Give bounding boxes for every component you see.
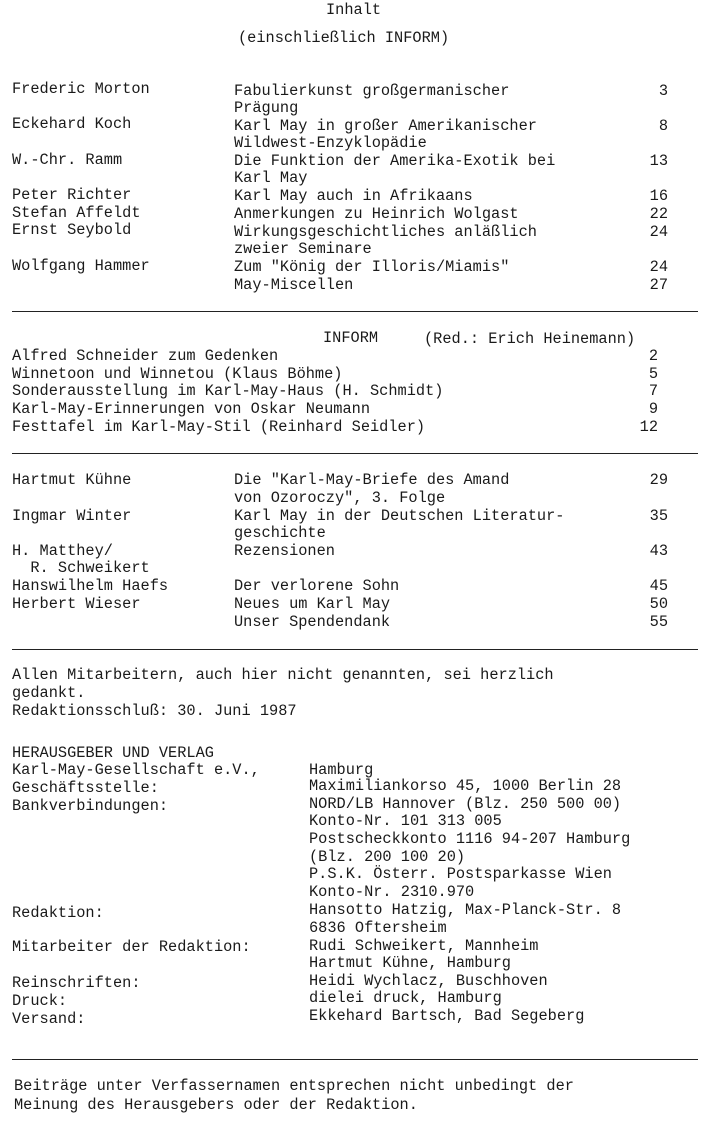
inform-page: 5 <box>648 365 658 383</box>
inform-page: 2 <box>648 347 658 365</box>
entry-author: W.-Chr. Ramm <box>12 151 123 169</box>
entry-page: 16 <box>649 187 668 205</box>
imprint-label: Bankverbindungen: <box>12 797 169 815</box>
entry-page: 43 <box>649 542 668 560</box>
imprint-label: Karl-May-Gesellschaft e.V., <box>12 761 260 779</box>
divider <box>12 311 698 312</box>
imprint-value: (Blz. 200 100 20) <box>309 848 466 866</box>
entry-page: 22 <box>649 205 668 223</box>
entry-author: Hartmut Kühne <box>12 471 132 489</box>
imprint-label: Geschäftsstelle: <box>12 779 159 797</box>
divider <box>12 453 698 454</box>
inform-item: Winnetoon und Winnetou (Klaus Böhme) <box>12 365 343 383</box>
inform-page: 9 <box>648 400 658 418</box>
inform-page: 7 <box>648 382 658 400</box>
entry-page: 29 <box>649 471 668 489</box>
page-subtitle: (einschließlich INFORM) <box>238 29 450 47</box>
thanks-line: Allen Mitarbeitern, auch hier nicht genannten, sei herzlich <box>12 666 554 684</box>
entry-title-line: Fabulierkunst großgermanischer <box>234 82 510 100</box>
imprint-value: Hartmut Kühne, Hamburg <box>309 954 511 972</box>
entry-title-line: geschichte <box>234 524 326 542</box>
entry-title-line: von Ozoroczy", 3. Folge <box>234 489 446 507</box>
deadline-line: Redaktionsschluß: 30. Juni 1987 <box>12 702 297 720</box>
inform-item: Alfred Schneider zum Gedenken <box>12 347 279 365</box>
inform-item: Festtafel im Karl-May-Stil (Reinhard Seidler) <box>12 418 426 436</box>
entry-page: 55 <box>649 613 668 631</box>
entry-page: 24 <box>649 258 668 276</box>
inform-item: Sonderausstellung im Karl-May-Haus (H. Schmidt) <box>12 382 444 400</box>
entry-title-line: Karl May auch in Afrikaans <box>234 187 473 205</box>
entry-author: Wolfgang Hammer <box>12 257 150 275</box>
thanks-line: gedankt. <box>12 684 86 702</box>
inform-editor: (Red.: Erich Heinemann) <box>424 330 636 348</box>
imprint-value: dielei druck, Hamburg <box>309 989 502 1007</box>
inform-heading: INFORM <box>323 329 379 347</box>
inform-page: 12 <box>639 418 658 436</box>
imprint-value: Konto-Nr. 101 313 005 <box>309 812 502 830</box>
inform-item: Karl-May-Erinnerungen von Oskar Neumann <box>12 400 371 418</box>
imprint-value: P.S.K. Österr. Postsparkasse Wien <box>309 865 612 883</box>
entry-page: 8 <box>658 117 668 135</box>
entry-title-line: Karl May <box>234 169 308 187</box>
imprint-value: Rudi Schweikert, Mannheim <box>309 937 539 955</box>
entry-title-line: Unser Spendendank <box>234 613 391 631</box>
imprint-value: Postscheckkonto 1116 94-207 Hamburg <box>309 830 631 848</box>
entry-title-line: zweier Seminare <box>234 240 372 258</box>
imprint-value: 6836 Oftersheim <box>309 919 447 937</box>
entry-author: Eckehard Koch <box>12 115 132 133</box>
divider <box>12 649 698 650</box>
entry-author: Hanswilhelm Haefs <box>12 577 169 595</box>
entry-author: Ernst Seybold <box>12 221 132 239</box>
disclaimer-line: Meinung des Herausgebers oder der Redaktion. <box>14 1096 418 1114</box>
entry-title-line: Karl May in der Deutschen Literatur- <box>234 507 565 525</box>
disclaimer-line: Beiträge unter Verfassernamen entsprechen nicht unbedingt der <box>14 1077 574 1095</box>
entry-page: 50 <box>649 595 668 613</box>
imprint-heading: HERAUSGEBER UND VERLAG <box>12 744 214 762</box>
imprint-value: Hansotto Hatzig, Max-Planck-Str. 8 <box>309 901 622 919</box>
imprint-value: Hamburg <box>309 761 374 779</box>
page-title: Inhalt <box>326 1 382 19</box>
entry-author: Stefan Affeldt <box>12 204 141 222</box>
entry-page: 13 <box>649 152 668 170</box>
entry-author: Peter Richter <box>12 186 132 204</box>
imprint-label: Druck: <box>12 992 68 1010</box>
entry-page: 35 <box>649 507 668 525</box>
imprint-label: Reinschriften: <box>12 974 141 992</box>
entry-author: R. Schweikert <box>12 559 150 577</box>
entry-page: 24 <box>649 223 668 241</box>
imprint-value: Ekkehard Bartsch, Bad Segeberg <box>309 1007 585 1025</box>
entry-title-line: Die Funktion der Amerika-Exotik bei <box>234 152 556 170</box>
entry-author: Ingmar Winter <box>12 507 132 525</box>
entry-title-line: Zum "König der Illoris/Miamis" <box>234 258 510 276</box>
entry-page: 45 <box>649 577 668 595</box>
entry-title-line: Wildwest-Enzyklopädie <box>234 134 427 152</box>
entry-title-line: Neues um Karl May <box>234 595 391 613</box>
entry-title-line: Der verlorene Sohn <box>234 577 400 595</box>
entry-author: Herbert Wieser <box>12 595 141 613</box>
imprint-label: Redaktion: <box>12 904 104 922</box>
entry-title-line: Karl May in großer Amerikanischer <box>234 117 537 135</box>
imprint-value: Maximiliankorso 45, 1000 Berlin 28 <box>309 777 622 795</box>
entry-author: Frederic Morton <box>12 80 150 98</box>
entry-title-line: Prägung <box>234 99 299 117</box>
entry-page: 27 <box>649 276 668 294</box>
entry-author: H. Matthey/ <box>12 542 113 560</box>
entry-title-line: May-Miscellen <box>234 276 354 294</box>
entry-title-line: Die "Karl-May-Briefe des Amand <box>234 471 510 489</box>
imprint-label: Mitarbeiter der Redaktion: <box>12 938 251 956</box>
imprint-value: Konto-Nr. 2310.970 <box>309 883 475 901</box>
imprint-value: NORD/LB Hannover (Blz. 250 500 00) <box>309 795 622 813</box>
divider <box>12 1059 698 1060</box>
entry-title-line: Wirkungsgeschichtliches anläßlich <box>234 223 537 241</box>
entry-title-line: Rezensionen <box>234 542 335 560</box>
entry-title-line: Anmerkungen zu Heinrich Wolgast <box>234 205 519 223</box>
entry-page: 3 <box>658 82 668 100</box>
imprint-value: Heidi Wychlacz, Buschhoven <box>309 972 548 990</box>
imprint-label: Versand: <box>12 1010 86 1028</box>
